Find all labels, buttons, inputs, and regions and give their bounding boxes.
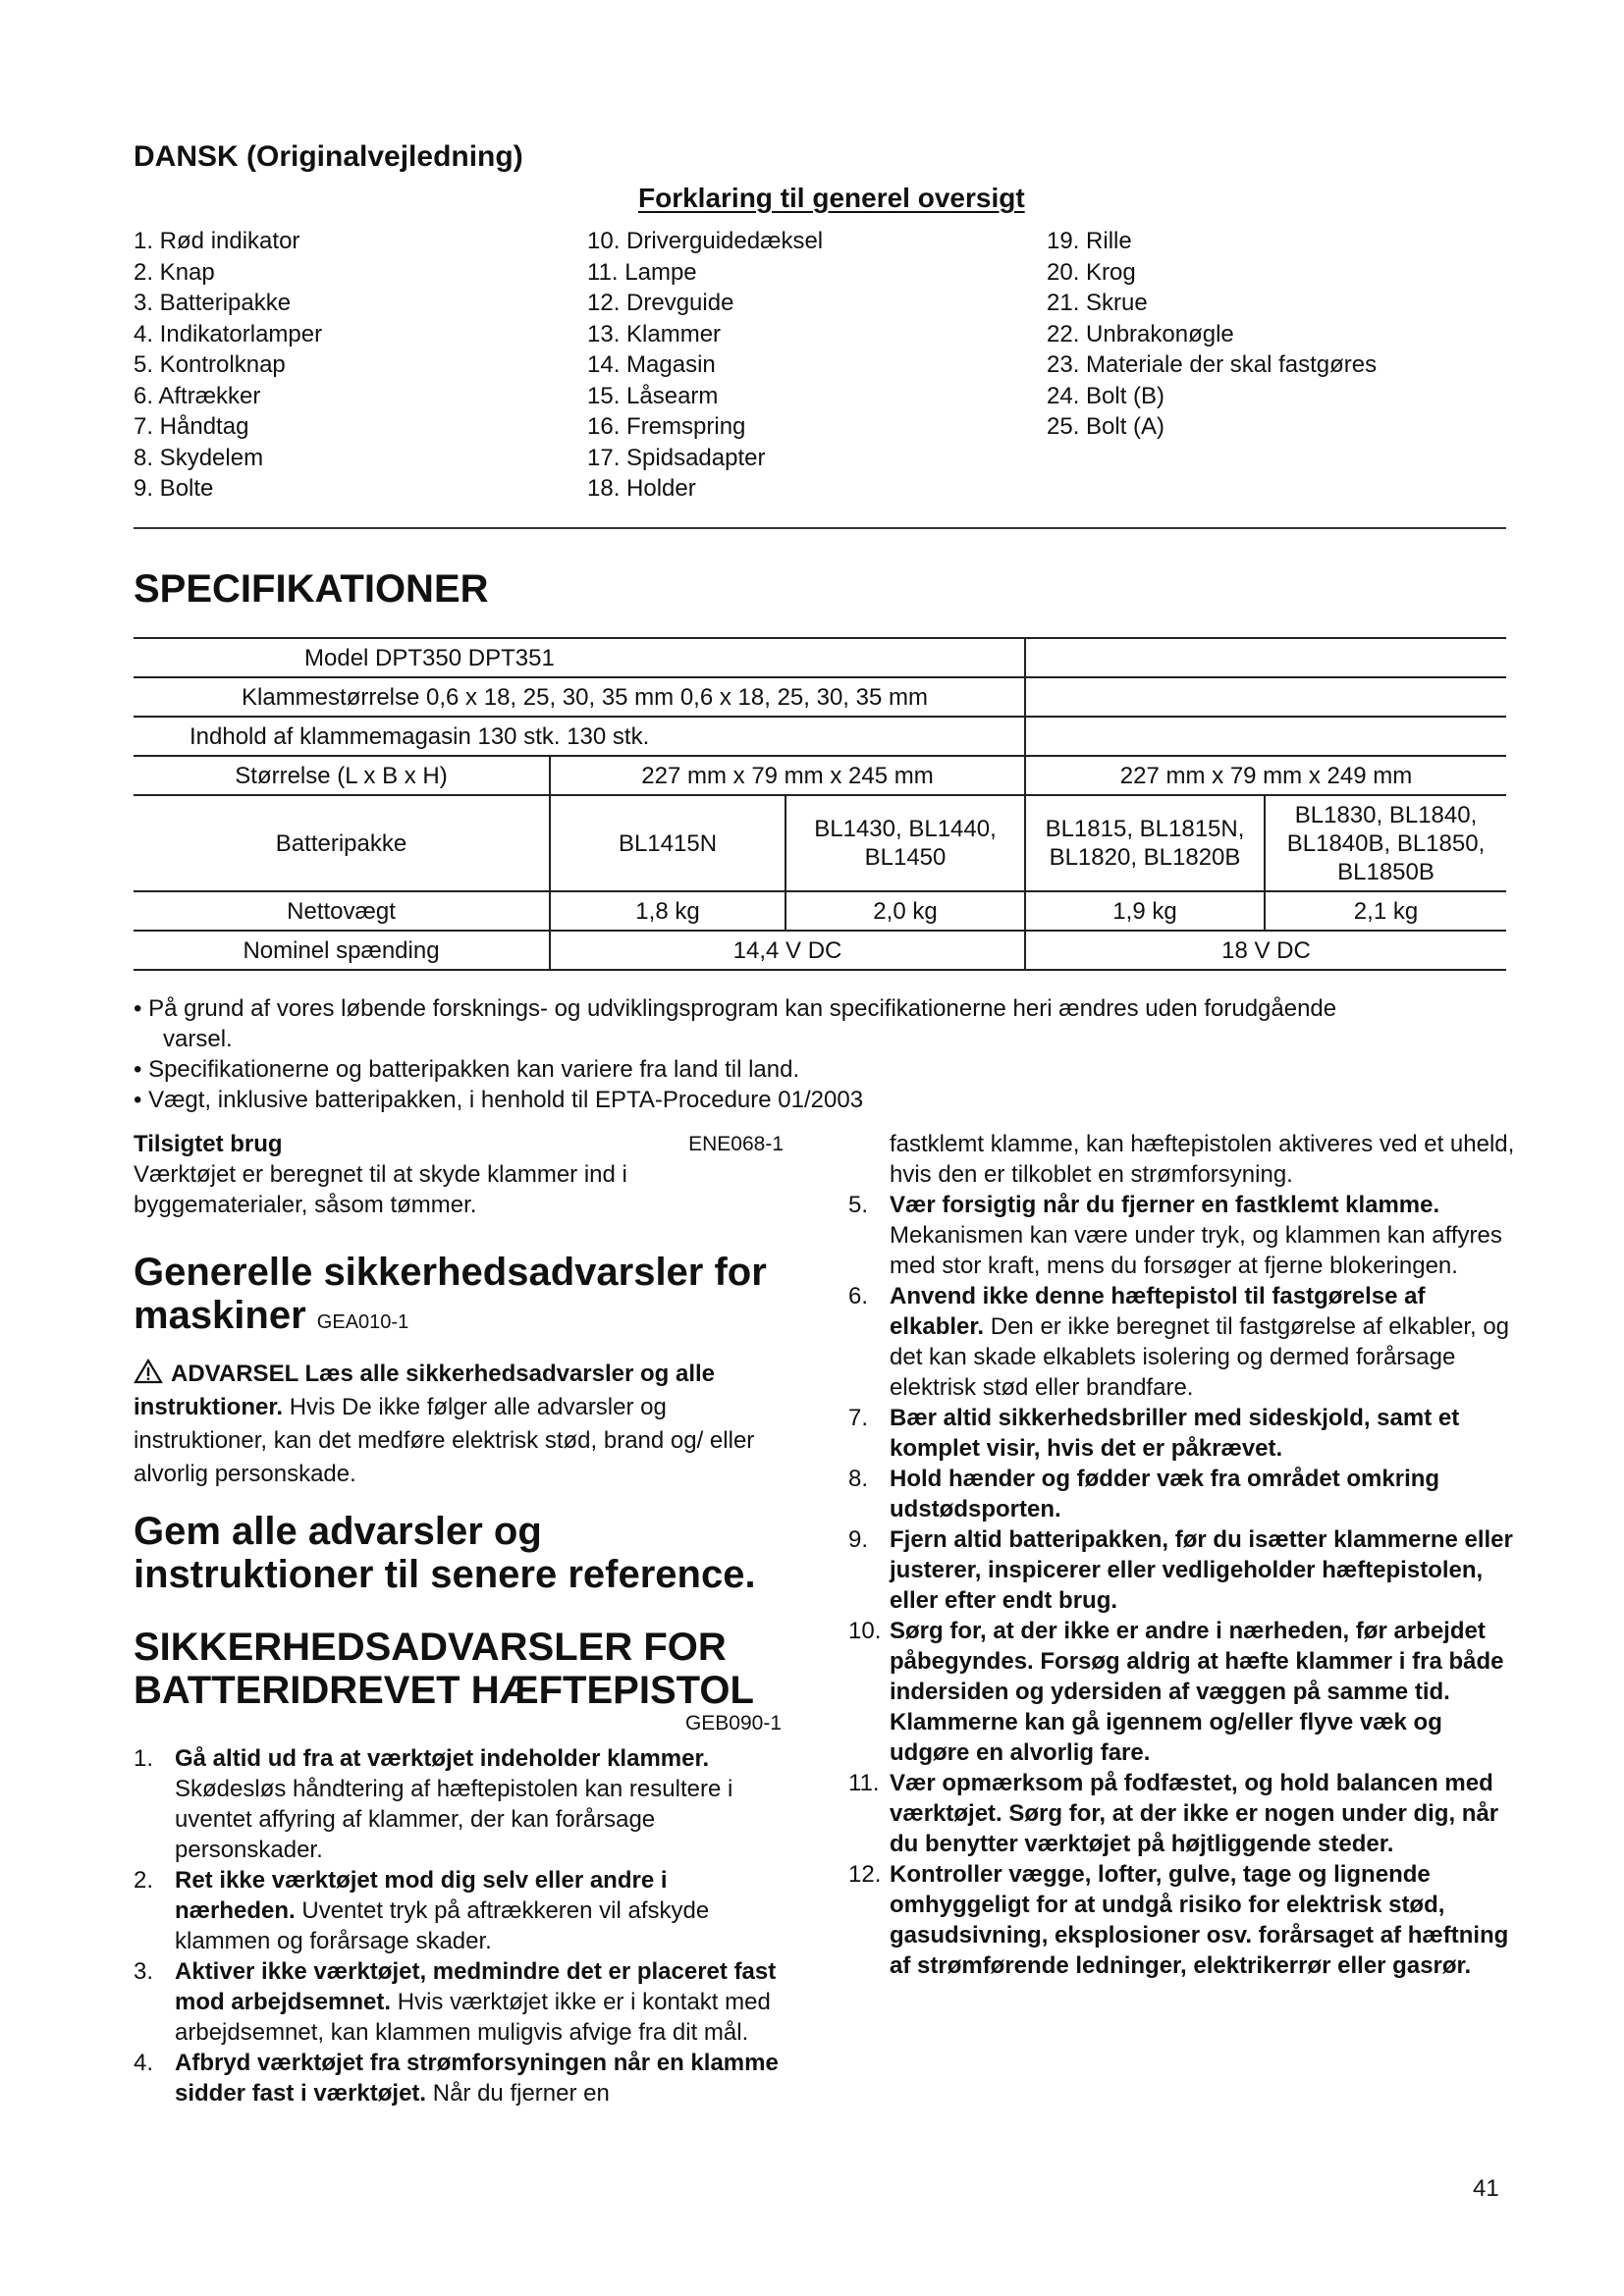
item-number: 4.	[134, 2050, 154, 2076]
overview-title: Forklaring til generel oversigt	[638, 183, 1025, 213]
overview-item: 7. Håndtag	[134, 413, 249, 440]
note-line: • På grund af vores løbende forsknings- og udviklingsprogram kan specifikationerne heri ændres uden forudgående	[134, 995, 1337, 1022]
item-number: 6.	[848, 1283, 869, 1309]
overview-item: 6. Aftrækker	[134, 382, 261, 409]
item-bold-text: Vær opmærksom på fodfæstet, og hold balancen med værktøjet. Sørg for, at der ikke er nogen under dig, når du benytter værktøjet på højtliggende steder.	[890, 1770, 1499, 1857]
list-item	[134, 1865, 782, 1956]
item-number: 1.	[134, 1745, 154, 1772]
intended-text: Værktøjet er beregnet til at skyde klammer ind i byggematerialer, såsom tømmer.	[134, 1161, 627, 1218]
note-line: varsel.	[163, 1026, 233, 1052]
item-bold-text: Anvend ikke denne hæftepistol til fastgørelse af elkabler.	[890, 1283, 1426, 1340]
overview-col-2	[587, 226, 823, 505]
list-item	[134, 1743, 782, 1865]
spec-battery-3: BL1815, BL1815N, BL1820, BL1820B	[1025, 795, 1265, 891]
list-item	[848, 1403, 1516, 1464]
item-number: 8.	[848, 1466, 869, 1492]
spec-size: Klammestørrelse 0,6 x 18, 25, 30, 35 mm 0,6 x 18, 25, 30, 35 mm	[134, 677, 1025, 717]
spec-notes	[134, 993, 1508, 1115]
item-number: 5.	[848, 1192, 869, 1218]
spec-empty-cell	[1025, 677, 1506, 717]
item-text: Når du fjerner en	[426, 2080, 610, 2107]
list-item	[848, 1190, 1516, 1281]
overview-item: 8. Skydelem	[134, 444, 264, 471]
item-number: 10.	[848, 1618, 882, 1644]
divider	[134, 527, 1506, 529]
spec-voltage-label: Nominel spænding	[134, 931, 550, 970]
overview-item: 9. Bolte	[134, 475, 214, 502]
intended-title: Tilsigtet brug	[134, 1131, 283, 1157]
table-row	[134, 717, 1506, 756]
overview-col-3	[1047, 226, 1377, 443]
table-row	[134, 638, 1506, 677]
item-bold-text: Hold hænder og fødder væk fra området omkring udstødsporten.	[890, 1466, 1440, 1522]
item-bold-text: Aktiver ikke værktøjet, medmindre det er placeret fast mod arbejdsemnet.	[175, 1958, 777, 2015]
spec-weight-label: Nettovægt	[134, 891, 550, 931]
spec-voltage-b: 18 V DC	[1025, 931, 1506, 970]
spec-voltage-a: 14,4 V DC	[550, 931, 1025, 970]
overview-item: 22. Unbrakonøgle	[1047, 320, 1234, 347]
safety-list-2	[848, 1190, 1516, 1981]
spec-weight-2: 2,0 kg	[785, 891, 1025, 931]
language-heading: DANSK (Originalvejledning)	[134, 140, 523, 173]
overview-item: 18. Holder	[587, 475, 696, 502]
item-text: Mekanismen kan være under tryk, og klammen kan affyres med stor kraft, mens du forsøger at fjerne blokeringen.	[890, 1222, 1502, 1279]
note-line: • Vægt, inklusive batteripakken, i henhold til EPTA-Procedure 01/2003	[134, 1087, 864, 1113]
general-code: GEA010-1	[316, 1311, 409, 1333]
overview-item: 15. Låsearm	[587, 382, 719, 409]
general-title: Generelle sikkerhedsadvarsler for maskiner	[134, 1251, 767, 1337]
item-bold-text: Vær forsigtig når du fjerner en fastklemt klamme.	[890, 1192, 1440, 1218]
general-warning-bold: ADVARSEL Læs alle sikkerhedsadvarsler og alle instruktioner.	[134, 1361, 716, 1420]
item-bold-text: Kontroller vægge, lofter, gulve, tage og lignende omhyggeligt for at undgå risiko for elektrisk stød, gasudsivning, eksplosioner osv. forårsaget af hæftning af strømførende ledninger, elektrikerrør eller gasrør.	[890, 1861, 1509, 1979]
item-number: 11.	[848, 1770, 880, 1796]
spec-weight-3: 1,9 kg	[1025, 891, 1265, 931]
page-number: 41	[1473, 2175, 1499, 2202]
spec-model: Model DPT350 DPT351	[134, 638, 1025, 677]
overview-item: 20. Krog	[1047, 258, 1136, 286]
spec-battery-2: BL1430, BL1440, BL1450	[785, 795, 1025, 891]
intended-code: ENE068-1	[688, 1133, 784, 1155]
item-bold-text: Fjern altid batteripakken, før du isætter klammerne eller justerer, inspicerer eller vedligeholder hæftepistolen, eller efter endt brug.	[890, 1526, 1513, 1614]
overview-item: 24. Bolt (B)	[1047, 382, 1165, 409]
item-bold-text: Bær altid sikkerhedsbriller med sideskjold, samt et komplet visir, hvis det er påkrævet.	[890, 1405, 1460, 1462]
table-row	[134, 931, 1506, 970]
spec-dim-a: 227 mm x 79 mm x 245 mm	[550, 756, 1025, 795]
overview-item: 10. Driverguidedæksel	[587, 228, 824, 254]
overview-item: 14. Magasin	[587, 351, 716, 378]
battery-safety-section	[134, 1626, 782, 2109]
general-warning-text: Hvis De ikke følger alle advarsler og instruktioner, kan det medføre elektrisk stød, brand og/ eller alvorlig personskade.	[134, 1394, 755, 1487]
table-row	[134, 891, 1506, 931]
table-row	[134, 795, 1506, 891]
item-number: 2.	[134, 1867, 154, 1894]
item-text: Den er ikke beregnet til fastgørelse af elkabler, og det kan skade elkablets isolering og dermed forårsage elektrisk stød eller brandfare.	[890, 1313, 1510, 1401]
keep-instructions-title: Gem alle advarsler og instruktioner til senere reference.	[134, 1510, 756, 1596]
list-item	[848, 1464, 1516, 1524]
table-row	[134, 756, 1506, 795]
overview-item: 3. Batteripakke	[134, 290, 292, 316]
overview-item: 23. Materiale der skal fastgøres	[1047, 351, 1378, 378]
list-item	[848, 1616, 1516, 1768]
overview-item: 16. Fremspring	[587, 413, 746, 440]
warning-triangle-icon	[134, 1359, 163, 1384]
overview-item: 25. Bolt (A)	[1047, 413, 1165, 440]
spec-dim-b: 227 mm x 79 mm x 249 mm	[1025, 756, 1506, 795]
note-line: • Specifikationerne og batteripakken kan variere fra land til land.	[134, 1056, 800, 1083]
spec-battery-label: Batteripakke	[134, 795, 550, 891]
overview-item: 13. Klammer	[587, 320, 722, 347]
item-number: 7.	[848, 1405, 869, 1431]
overview-item: 21. Skrue	[1047, 290, 1148, 316]
spec-capacity: Indhold af klammemagasin 130 stk. 130 stk.	[134, 717, 1025, 756]
overview-item: 1. Rød indikator	[134, 228, 300, 254]
list-item	[134, 2048, 782, 2109]
overview-item: 11. Lampe	[587, 258, 697, 286]
item-number: 12.	[848, 1861, 882, 1888]
battery-safety-title: SIKKERHEDSADVARSLER FOR BATTERIDREVET HÆFTEPISTOL	[134, 1626, 754, 1712]
table-row	[134, 677, 1506, 717]
overview-item: 19. Rille	[1047, 228, 1132, 254]
spec-battery-1: BL1415N	[550, 795, 785, 891]
list-item	[848, 1281, 1516, 1403]
battery-safety-code: GEB090-1	[684, 1712, 782, 1735]
overview-col-1	[134, 226, 322, 505]
spec-battery-4: BL1830, BL1840, BL1840B, BL1850, BL1850B	[1265, 795, 1506, 891]
general-safety-section	[134, 1251, 782, 1491]
item-text: Hvis værktøjet ikke er i kontakt med arbejdsemnet, kan klammen muligvis afvige fra dit mål.	[175, 1989, 771, 2046]
safety-list-1	[134, 1743, 782, 2109]
list-item	[848, 1768, 1516, 1859]
spec-dim-label: Størrelse (L x B x H)	[134, 756, 550, 795]
overview-item: 2. Knap	[134, 258, 215, 286]
spec-weight-1: 1,8 kg	[550, 891, 785, 931]
spec-empty-cell	[1025, 717, 1506, 756]
item-bold-text: Ret ikke værktøjet mod dig selv eller andre i nærheden.	[175, 1867, 668, 1924]
item-bold-text: Afbryd værktøjet fra strømforsyningen når en klamme sidder fast i værktøjet.	[175, 2050, 779, 2107]
item-bold-text: Sørg for, at der ikke er andre i nærheden, før arbejdet påbegyndes. Forsøg aldrig at hæfte klammer i fra både indersiden og ydersiden af væggen på samme tid. Klammerne kan gå igennem og/eller flyve væk og udgøre en alvorlig fare.	[890, 1618, 1504, 1766]
overview-item: 5. Kontrolknap	[134, 351, 286, 378]
safety-list-continued	[848, 1129, 1516, 1981]
spec-weight-4: 2,1 kg	[1265, 891, 1506, 931]
spec-table	[134, 637, 1506, 971]
spec-title: SPECIFIKATIONER	[134, 567, 489, 611]
item-4-continued: fastklemt klamme, kan hæftepistolen aktiveres ved et uheld, hvis den er tilkoblet en strømforsyning.	[890, 1131, 1515, 1188]
list-item	[848, 1859, 1516, 1981]
item-number: 3.	[134, 1958, 154, 1985]
overview-item: 4. Indikatorlamper	[134, 320, 323, 347]
overview-item: 17. Spidsadapter	[587, 444, 766, 471]
list-item	[134, 1956, 782, 2048]
list-item	[848, 1524, 1516, 1616]
item-number: 9.	[848, 1526, 869, 1553]
item-text: Skødesløs håndtering af hæftepistolen kan resultere i uventet affyring af klammer, der kan forårsage personskader.	[175, 1776, 733, 1863]
spec-empty-cell	[1025, 638, 1506, 677]
item-text: Uventet tryk på aftrækkeren vil afskyde klammen og forårsage skader.	[175, 1897, 710, 1954]
intended-use-section	[134, 1129, 782, 1220]
item-bold-text: Gå altid ud fra at værktøjet indeholder klammer.	[175, 1745, 710, 1772]
overview-item: 12. Drevguide	[587, 290, 734, 316]
